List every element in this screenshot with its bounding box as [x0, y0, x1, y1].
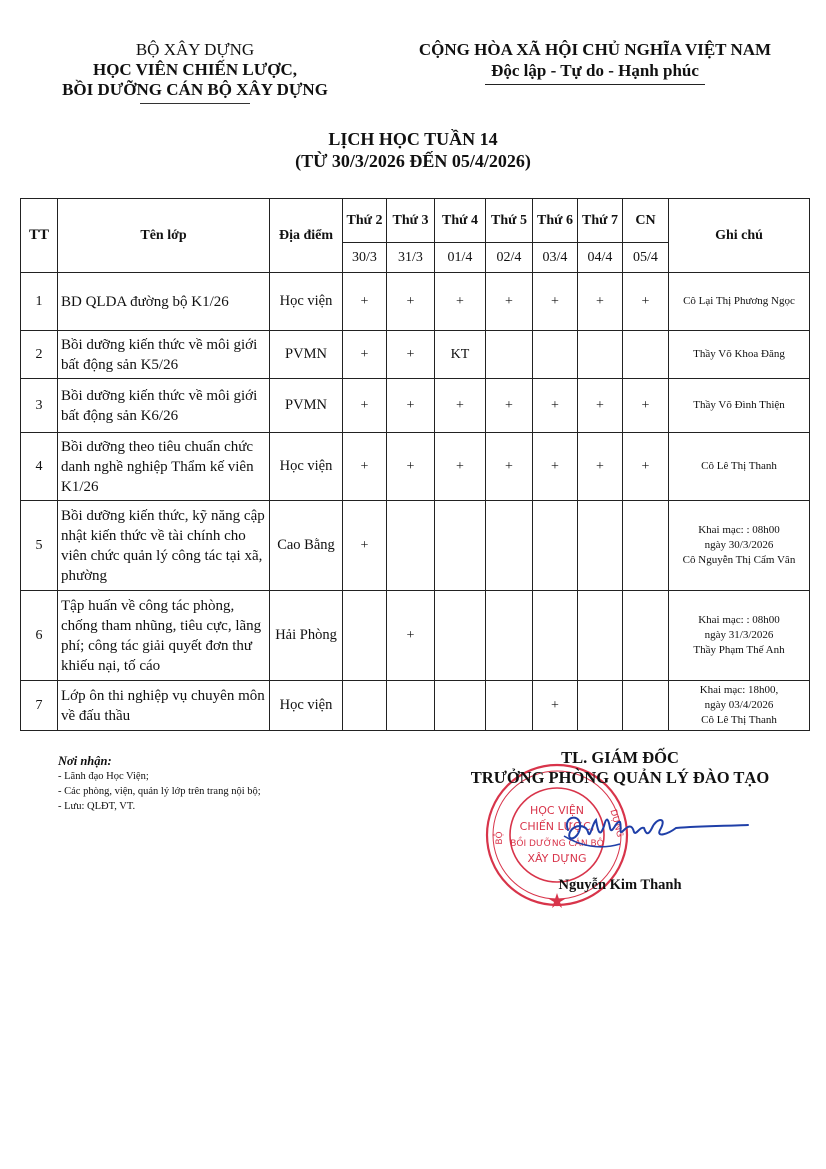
table-row	[21, 331, 810, 379]
note-line: Thầy Võ Đình Thiện	[693, 399, 785, 411]
seal-text: CHIẾN LƯỢC,	[519, 820, 595, 833]
institute-name-line2: BỒI DƯỠNG CÁN BỘ XÂY DỰNG	[62, 80, 328, 99]
row-number: 3	[21, 379, 58, 433]
class-name: Bồi dưỡng theo tiêu chuẩn chức danh nghề nghiệp Thẩm kế viên K1/26	[58, 433, 270, 501]
row-number: 7	[21, 681, 58, 731]
class-note	[669, 379, 810, 433]
class-location: PVMN	[270, 379, 343, 433]
class-name: Bồi dưỡng kiến thức về môi giới bất động sản K5/26	[58, 331, 270, 379]
note-line: Cô Nguyễn Thị Cẩm Vân	[682, 554, 796, 566]
table-row	[21, 273, 810, 331]
col-header-tt: TT	[21, 199, 58, 273]
note-line: Khai mạc: 18h00,	[699, 684, 779, 696]
day-mark	[578, 501, 623, 591]
table-row	[21, 681, 810, 731]
day-mark: +	[533, 379, 578, 433]
handwritten-signature-icon	[560, 806, 750, 856]
col-header-date: 01/4	[435, 243, 486, 273]
day-mark: +	[387, 273, 435, 331]
class-name: Bồi dưỡng kiến thức về môi giới bất động sản K6/26	[58, 379, 270, 433]
nation-name: CỘNG HÒA XÃ HỘI CHỦ NGHĨA VIỆT NAM	[418, 40, 772, 59]
schedule-table	[20, 198, 810, 731]
day-mark: +	[387, 331, 435, 379]
day-mark	[578, 331, 623, 379]
col-header-day: Thứ 4	[435, 199, 486, 243]
day-mark	[533, 591, 578, 681]
note-line: ngày 31/3/2026	[704, 629, 774, 641]
national-header	[390, 40, 800, 85]
day-mark: +	[533, 433, 578, 501]
seal-text: BỘ	[495, 831, 505, 845]
day-mark: +	[533, 273, 578, 331]
document-title	[0, 128, 826, 172]
note-line: Khai mạc: : 08h00	[698, 524, 780, 536]
class-name: Bồi dưỡng kiến thức, kỹ năng cập nhật kiến thức về tài chính cho viên chức quản lý công tác tại xã, phường	[58, 501, 270, 591]
day-mark: +	[486, 273, 533, 331]
title-line1: LỊCH HỌC TUẦN 14	[328, 129, 498, 149]
note-line: Khai mạc: : 08h00	[698, 614, 780, 626]
note-line: Cô Lê Thị Thanh	[701, 714, 777, 726]
class-location: Học viện	[270, 273, 343, 331]
header-divider	[140, 103, 250, 104]
col-header-date: 05/4	[623, 243, 669, 273]
day-mark: +	[435, 379, 486, 433]
schedule-body	[21, 273, 810, 731]
day-mark	[486, 331, 533, 379]
day-mark: KT	[435, 331, 486, 379]
class-note	[669, 331, 810, 379]
signature-block	[440, 748, 800, 788]
day-mark: +	[343, 331, 387, 379]
day-mark: +	[486, 379, 533, 433]
day-mark	[533, 331, 578, 379]
signer-position: TRƯỞNG PHÒNG QUẢN LÝ ĐÀO TẠO	[470, 768, 770, 787]
col-header-day: Thứ 5	[486, 199, 533, 243]
day-mark	[533, 501, 578, 591]
note-line: Thầy Võ Khoa Đăng	[693, 348, 785, 360]
day-mark	[387, 681, 435, 731]
seal-text: XÂY DỰNG	[527, 852, 587, 865]
row-number: 6	[21, 591, 58, 681]
col-header-day: Thứ 6	[533, 199, 578, 243]
recipient-item: - Lãnh đạo Học Viện;	[58, 771, 149, 782]
note-line: ngày 30/3/2026	[704, 539, 774, 551]
col-header-day: Thứ 2	[343, 199, 387, 243]
class-note	[669, 681, 810, 731]
day-mark: +	[387, 591, 435, 681]
class-name: Lớp ôn thi nghiệp vụ chuyên môn về đấu thầu	[58, 681, 270, 731]
day-mark	[387, 501, 435, 591]
signer-authority: TL. GIÁM ĐỐC	[561, 748, 679, 767]
col-header-day: Thứ 7	[578, 199, 623, 243]
day-mark: +	[623, 433, 669, 501]
seal-text: HỌC VIỆN	[529, 804, 585, 817]
day-mark	[343, 681, 387, 731]
day-mark	[486, 501, 533, 591]
day-mark: +	[486, 433, 533, 501]
day-mark	[486, 591, 533, 681]
table-row	[21, 501, 810, 591]
recipient-item: - Các phòng, viện, quản lý lớp trên trang nội bộ;	[58, 786, 261, 797]
agency-header	[30, 40, 360, 104]
day-mark: +	[387, 379, 435, 433]
class-name: Tập huấn về công tác phòng, chống tham nhũng, tiêu cực, lãng phí; công tác giải quyết đơn thư khiếu nại, tố cáo	[58, 591, 270, 681]
col-header-date: 03/4	[533, 243, 578, 273]
day-mark	[486, 681, 533, 731]
note-line: Cô Lê Thị Thanh	[701, 460, 777, 472]
class-location: Học viện	[270, 433, 343, 501]
day-mark: +	[343, 379, 387, 433]
col-header-date: 02/4	[486, 243, 533, 273]
day-mark	[435, 681, 486, 731]
seal-text: BỒI DƯỠNG CÁN BỘ	[510, 839, 604, 849]
day-mark	[435, 501, 486, 591]
day-mark	[343, 591, 387, 681]
day-mark: +	[343, 433, 387, 501]
col-header-date: 30/3	[343, 243, 387, 273]
class-note	[669, 501, 810, 591]
class-note	[669, 591, 810, 681]
row-number: 5	[21, 501, 58, 591]
day-mark	[623, 501, 669, 591]
day-mark: +	[578, 273, 623, 331]
col-header-note: Ghi chú	[669, 199, 810, 273]
col-header-place: Địa điểm	[270, 199, 343, 273]
class-location: PVMN	[270, 331, 343, 379]
title-line2: (TỪ 30/3/2026 ĐẾN 05/4/2026)	[295, 151, 531, 171]
ministry-name: BỘ XÂY DỰNG	[135, 40, 255, 59]
row-number: 4	[21, 433, 58, 501]
class-name: BD QLDA đường bộ K1/26	[58, 273, 270, 331]
day-mark: +	[343, 501, 387, 591]
table-row	[21, 591, 810, 681]
col-header-date: 31/3	[387, 243, 435, 273]
day-mark: +	[578, 379, 623, 433]
row-number: 2	[21, 331, 58, 379]
class-location: Học viện	[270, 681, 343, 731]
day-mark: +	[387, 433, 435, 501]
day-mark: +	[623, 379, 669, 433]
note-line: ngày 03/4/2026	[704, 699, 774, 711]
note-line: Cô Lại Thị Phương Ngọc	[683, 295, 795, 307]
day-mark	[578, 591, 623, 681]
row-number: 1	[21, 273, 58, 331]
seal-text: DỰNG	[607, 808, 625, 839]
col-header-day: CN	[623, 199, 669, 243]
day-mark	[623, 681, 669, 731]
day-mark: +	[343, 273, 387, 331]
class-location: Cao Bằng	[270, 501, 343, 591]
day-mark: +	[435, 433, 486, 501]
col-header-date: 04/4	[578, 243, 623, 273]
day-mark	[435, 591, 486, 681]
table-row	[21, 379, 810, 433]
class-note	[669, 433, 810, 501]
signer-name: Nguyễn Kim Thanh	[558, 877, 682, 893]
header-row-days	[21, 199, 810, 243]
institute-name-line1: HỌC VIÊN CHIẾN LƯỢC,	[92, 60, 298, 79]
national-motto: Độc lập - Tự do - Hạnh phúc	[485, 60, 705, 85]
day-mark	[623, 591, 669, 681]
day-mark: +	[578, 433, 623, 501]
class-location: Hải Phòng	[270, 591, 343, 681]
col-header-day: Thứ 3	[387, 199, 435, 243]
class-note	[669, 273, 810, 331]
recipients-title: Nơi nhận:	[58, 754, 112, 768]
note-line: Thầy Phạm Thế Anh	[693, 644, 785, 656]
recipient-item: - Lưu: QLĐT, VT.	[58, 801, 136, 812]
day-mark	[578, 681, 623, 731]
table-row	[21, 433, 810, 501]
day-mark: +	[533, 681, 578, 731]
day-mark: +	[623, 273, 669, 331]
day-mark	[623, 331, 669, 379]
recipients-block	[58, 753, 288, 814]
col-header-name: Tên lớp	[58, 199, 270, 273]
day-mark: +	[435, 273, 486, 331]
